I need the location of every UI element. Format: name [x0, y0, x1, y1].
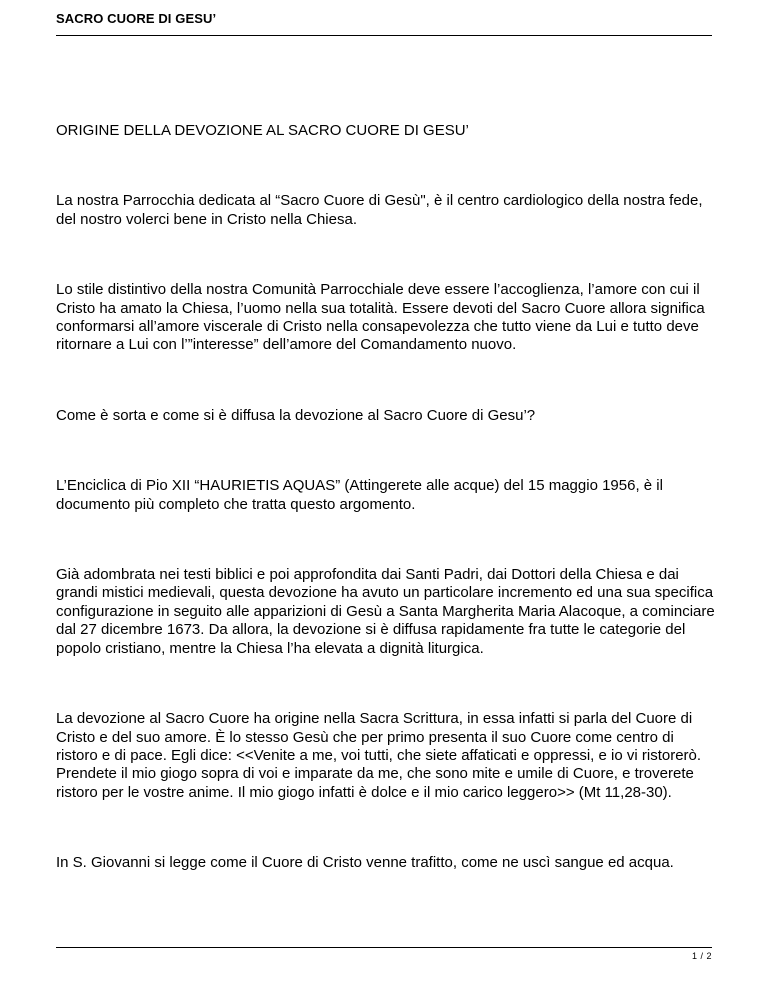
paragraph-john: In S. Giovanni si legge come il Cuore di Cristo venne trafitto, come ne uscì sangue ed acqua.: [56, 854, 674, 872]
header-title: SACRO CUORE DI GESU’: [56, 11, 217, 26]
document-body: [56, 122, 716, 873]
paragraph-question: Come è sorta e come si è diffusa la devozione al Sacro Cuore di Gesu’?: [56, 406, 536, 424]
paragraph-history: Già adombrata nei testi biblici e poi approfondita dai Santi Padri, dai Dottori della Chiesa e dai grandi mistici medievali, questa devozione ha avuto un particolare incremento ed una sua specifica configurazione in seguito alle apparizioni di Gesù a Santa Margherita Maria Alacoque, a cominciare dal 27 dicembre 1673. Da allora, la devozione si è diffusa rapidamente fra tutte le categorie del popolo cristiano, mentre la Chiesa l’ha elevata a dignità liturgica.: [56, 566, 715, 657]
page-header: [56, 9, 712, 36]
page-footer: [56, 947, 712, 961]
paragraph-scripture: La devozione al Sacro Cuore ha origine nella Sacra Scrittura, in essa infatti si parla del Cuore di Cristo e del suo amore. È lo stesso Gesù che per primo presenta il suo Cuore come centro di ristoro e di pace. Egli dice: <<Venite a me, voi tutti, che siete affaticati e oppressi, e io vi ristorerò. Prendete il mio giogo sopra di voi e imparate da me, che sono mite e umile di Cuore, e troverete ristoro per le vostre anime. Il mio giogo infatti è dolce e il mio carico leggero>> (Mt 11,28-30).: [56, 710, 702, 801]
page-number: 1 / 2: [691, 951, 712, 961]
paragraph-parish-dedication: La nostra Parrocchia dedicata al “Sacro Cuore di Gesù", è il centro cardiologico della nostra fede, del nostro volerci bene in Cristo nella Chiesa.: [56, 192, 703, 228]
paragraph-encyclical: L’Enciclica di Pio XII “HAURIETIS AQUAS” (Attingerete alle acque) del 15 maggio 1956, è il documento più completo che tratta questo argomento.: [56, 477, 663, 513]
document-heading: ORIGINE DELLA DEVOZIONE AL SACRO CUORE DI GESU’: [56, 122, 469, 139]
paragraph-community-style: Lo stile distintivo della nostra Comunità Parrocchiale deve essere l’accoglienza, l’amore con cui il Cristo ha amato la Chiesa, l’uomo nella sua totalità. Essere devoti del Sacro Cuore allora significa conformarsi all’amore viscerale di Cristo nella consapevolezza che tutto viene da Lui e tutto deve ritornare a Lui con l’”interesse” dell’amore del Comandamento nuovo.: [56, 281, 705, 354]
